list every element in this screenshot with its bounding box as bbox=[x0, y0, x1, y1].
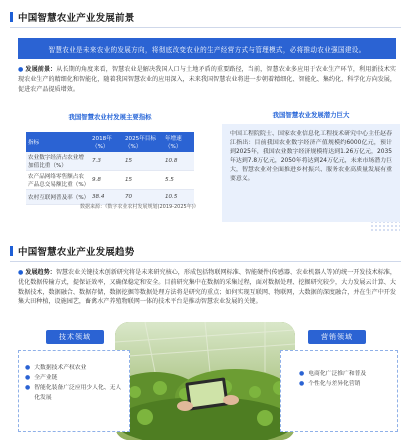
paragraph-label: 发展趋势： bbox=[25, 269, 56, 276]
item-text: 大数据技术产权农业 bbox=[34, 365, 87, 371]
cell-value: 10.8 bbox=[163, 152, 194, 171]
marketing-card-label: 营销领域 bbox=[308, 330, 366, 344]
table-row bbox=[26, 152, 194, 171]
cell-value: 38.4 bbox=[90, 190, 123, 205]
marketing-card bbox=[280, 350, 398, 432]
item-text: 智能化装备广泛应用少人化、无人化发展 bbox=[34, 385, 122, 401]
indicator-table bbox=[26, 132, 194, 205]
item-text: 全产业链 bbox=[34, 375, 58, 381]
section-divider bbox=[10, 261, 401, 262]
header-2018: 2018年（%） bbox=[90, 132, 123, 152]
cell-value: 15 bbox=[123, 152, 163, 171]
section-header-trends bbox=[10, 244, 134, 258]
cell-value: 7.3 bbox=[90, 152, 123, 171]
cell-value: 15 bbox=[123, 171, 163, 190]
greenhouse-tablet-photo bbox=[115, 322, 295, 440]
bullet-dot-icon: ● bbox=[299, 370, 305, 377]
tech-card-label: 技术领域 bbox=[46, 330, 104, 344]
bullet-dot-icon: ● bbox=[25, 364, 31, 371]
cell-value: 10.5 bbox=[163, 190, 194, 205]
bullet-dot-icon: ● bbox=[25, 374, 31, 381]
trends-paragraph bbox=[18, 268, 396, 307]
bullet-dot-icon: ● bbox=[25, 384, 31, 391]
list-item bbox=[299, 379, 391, 389]
cell-value: 5.5 bbox=[163, 171, 194, 190]
header-2025: 2025年目标（%） bbox=[123, 132, 163, 152]
table-title: 我国智慧农业村发展主要指标 bbox=[68, 113, 152, 121]
potential-title: 我国智慧农业发展潜力巨大 bbox=[272, 111, 350, 119]
row-label: 农业数字经济占农业增加值比重（%） bbox=[26, 152, 90, 171]
list-item bbox=[25, 383, 123, 403]
header-growth: 年增速（%） bbox=[163, 132, 194, 152]
headline-banner: 智慧农业是未来农业的发展方向，将彻底改变农业的生产经营方式与管理模式，必将推动农业强国建设。 bbox=[18, 38, 396, 59]
cell-value: 70 bbox=[123, 190, 163, 205]
bullet-icon: ● bbox=[18, 269, 24, 276]
prospects-paragraph bbox=[18, 65, 396, 94]
tech-card bbox=[18, 350, 130, 432]
item-text: 个性化与差异化营销 bbox=[308, 381, 361, 387]
header-indicator: 指标 bbox=[26, 132, 90, 152]
table-header-row bbox=[26, 132, 194, 152]
paragraph-label: 发展前景： bbox=[25, 66, 57, 73]
section-divider bbox=[10, 27, 401, 28]
list-item bbox=[25, 373, 123, 383]
section-marker bbox=[10, 246, 13, 256]
list-item bbox=[25, 363, 123, 373]
section-title: 中国智慧农业产业发展趋势 bbox=[18, 247, 135, 258]
greenhouse-illustration bbox=[115, 322, 295, 440]
cell-value: 9.8 bbox=[90, 171, 123, 190]
bullet-icon: ● bbox=[18, 66, 24, 73]
item-text: 电商化广泛推广和普及 bbox=[308, 371, 367, 377]
list-item bbox=[299, 369, 391, 379]
row-label: 农产品网络零售额占农产品总交易额比重（%） bbox=[26, 171, 90, 190]
row-label: 农村互联网普及率（%） bbox=[26, 190, 90, 205]
section-header-prospects bbox=[10, 10, 134, 24]
bullet-dot-icon: ● bbox=[299, 380, 305, 387]
paragraph-text: 智慧农业关键技术创新研究将是未来研究核心，形成包括物联网标准、智能硬件(传感器、农业机器人等)的统一开发技术标准，优化数据传输方式，提保证效率，又确保稳定和安全。目前研究集中在数据的采集过程，面对数据处理、挖掘研究较少，大力发展云计算、大数据技术，数据融合、数据存储，数据挖掘等数据处理方法将是研究的重点；如何实现互联网、物联网，大数据的深度融合，并在生产中开发集大田种植，设施园艺，畜禽水产养殖物联网一体的技术平台是推动智慧农业发展的关键。 bbox=[18, 269, 396, 306]
section-title: 中国智慧农业产业发展前景 bbox=[18, 13, 135, 24]
section-marker bbox=[10, 12, 13, 22]
table-row bbox=[26, 171, 194, 190]
table-source: 数据来源：《数字农业农村发展规划(2019-2025年)》 bbox=[80, 204, 199, 210]
potential-textbox: 中国工程院院士、国家农业信息化工程技术研究中心主任赵春江指出：目前我国农业数字经济产值规模约6000亿元，预计到2025年，我国农业数字经济规模将达到1.26万亿元，2035年达到7.8万亿元，2050年将达到24万亿元，未来市场潜力巨大，智慧农业对全面推进乡村振兴、服务农业高质量发展有重要意义。 bbox=[222, 124, 400, 222]
paragraph-text: 从长期的角度来看，智慧农业是解决我国人口与土地矛盾的重要路径，当前，智慧农业多应用于农业生产环节，利用新技术实现农业生产的精细化和智能化，随着我国智慧农业的应用深入，未来我国智慧农业将进一步朝着精细化、智能化、集约化、科学化方向发展，促进农产品提质增效。 bbox=[18, 66, 396, 93]
